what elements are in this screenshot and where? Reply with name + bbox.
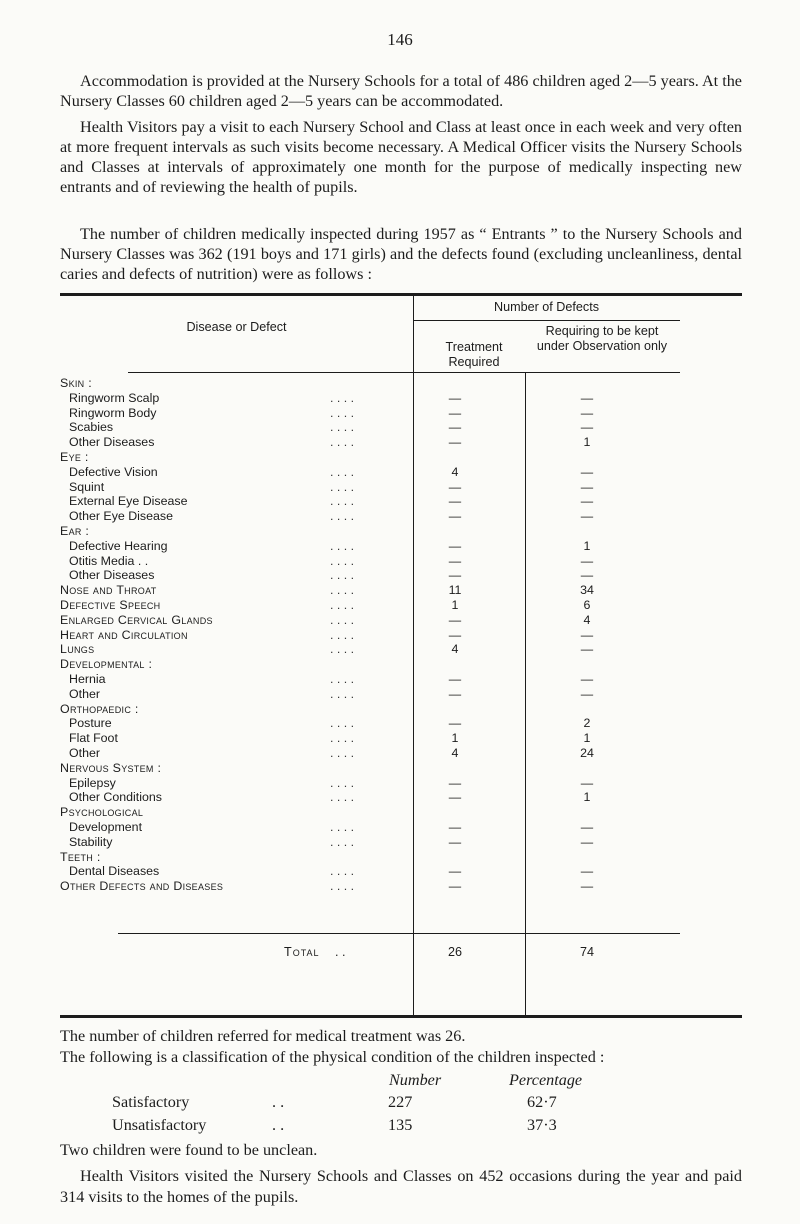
header-treatment-required: Treatment Required	[445, 340, 503, 369]
defect-label: Other Diseases	[69, 435, 155, 450]
leader-dots: . . . .	[330, 420, 355, 435]
treatment-value: —	[448, 864, 462, 879]
treatment-value: —	[448, 879, 462, 894]
defect-label: Other Conditions	[69, 790, 162, 805]
defect-label: Posture	[69, 716, 112, 731]
observation-value: —	[580, 879, 594, 894]
table-row	[60, 820, 680, 835]
defect-label: Defective Hearing	[69, 538, 168, 553]
paragraph-referred	[60, 1026, 742, 1047]
leader-dots: . . . .	[330, 509, 355, 524]
table-row	[60, 628, 680, 643]
leader-dots: . . . .	[330, 731, 355, 746]
category-label: Nose and Throat	[60, 583, 157, 598]
table-row	[60, 450, 680, 465]
table-row	[60, 850, 680, 865]
treatment-value: —	[448, 553, 462, 568]
leader-dots: . . . .	[330, 464, 355, 479]
table-body	[60, 376, 680, 894]
observation-value: 1	[583, 790, 591, 805]
header-number-of-defects: Number of Defects	[494, 300, 599, 314]
table-row	[60, 480, 680, 495]
observation-value: 1	[583, 538, 591, 553]
table-row	[60, 376, 680, 391]
treatment-value: 11	[448, 583, 462, 598]
treatment-value: —	[448, 819, 462, 834]
defect-label: Development	[69, 819, 143, 834]
observation-value: 6	[583, 597, 591, 612]
table-row	[60, 583, 680, 598]
treatment-value: —	[448, 538, 462, 553]
observation-value: —	[580, 568, 594, 583]
table-row	[60, 835, 680, 850]
leader-dots: . . . .	[330, 583, 355, 598]
defect-label: Other	[69, 745, 100, 760]
table-top-rule	[60, 293, 742, 296]
treatment-value: —	[448, 671, 462, 686]
table-row	[60, 465, 680, 480]
table-row	[60, 776, 680, 791]
observation-value: —	[580, 671, 594, 686]
treatment-value: —	[448, 627, 462, 642]
leader-dots: . . . .	[330, 819, 355, 834]
table-row	[60, 687, 680, 702]
observation-value: —	[580, 464, 594, 479]
table-row	[60, 790, 680, 805]
leader-dots: . . . .	[330, 671, 355, 686]
observation-value: 1	[583, 731, 591, 746]
table-bottom-rule	[60, 1015, 742, 1018]
observation-value: 2	[583, 716, 591, 731]
table-row	[60, 598, 680, 613]
treatment-value: —	[448, 390, 462, 405]
category-label: Nervous System :	[60, 760, 162, 775]
defect-label: Flat Foot	[69, 731, 118, 746]
observation-value: —	[580, 627, 594, 642]
leader-dots: . . . .	[330, 390, 355, 405]
treatment-value: 4	[451, 464, 459, 479]
category-label: Enlarged Cervical Glands	[60, 612, 213, 627]
observation-value: —	[580, 775, 594, 790]
table-row	[60, 864, 680, 879]
table-row	[60, 731, 680, 746]
observation-value: —	[580, 834, 594, 849]
category-label: Lungs	[60, 642, 95, 657]
leader-dots: . . . .	[330, 775, 355, 790]
header-observation-only: Requiring to be kept under Observation only	[536, 324, 668, 353]
table-row	[60, 435, 680, 450]
observation-value: —	[580, 642, 594, 657]
paragraph-classification-intro: The following is a classification of the physical condition of the children inspected :	[60, 1048, 605, 1066]
observation-value: —	[580, 686, 594, 701]
treatment-value: 4	[451, 745, 459, 760]
table-row	[60, 879, 680, 894]
row-satisfactory-dots: . .	[272, 1093, 285, 1111]
table-row	[60, 613, 680, 628]
observation-value: —	[580, 819, 594, 834]
treatment-value: 1	[451, 731, 459, 746]
observation-value: —	[580, 494, 594, 509]
paragraph-health-visitors: Health Visitors pay a visit to each Nursery School and Class at least once in each week and very often at more frequent intervals as such visits become necessary. A Medical Officer visits the Nursery Schools and Classes at intervals of approximately one month for the purpose of medically inspecting new entrants and of reviewing the health of pupils.	[60, 118, 742, 196]
table-row	[60, 509, 680, 524]
category-label: Orthopaedic :	[60, 701, 139, 716]
leader-dots: . . . .	[330, 538, 355, 553]
observation-value: —	[580, 405, 594, 420]
table-row	[60, 568, 680, 583]
treatment-value: —	[448, 686, 462, 701]
column-number: Number	[389, 1071, 442, 1089]
table-row	[60, 539, 680, 554]
category-label: Eye :	[60, 449, 89, 464]
defect-label: Other Diseases	[69, 568, 155, 583]
total-dots: . .	[335, 945, 346, 959]
leader-dots: . . . .	[330, 494, 355, 509]
defect-label: Epilepsy	[69, 775, 116, 790]
leader-dots: . . . .	[330, 435, 355, 450]
observation-value: —	[580, 509, 594, 524]
observation-value: —	[580, 553, 594, 568]
table-row	[60, 420, 680, 435]
category-label: Teeth :	[60, 849, 101, 864]
total-observation: 74	[579, 945, 594, 959]
treatment-value: —	[448, 568, 462, 583]
table-row	[60, 672, 680, 687]
observation-value: 4	[583, 612, 591, 627]
defect-label: Other Eye Disease	[69, 509, 173, 524]
defect-label: Dental Diseases	[69, 864, 160, 879]
treatment-value: —	[448, 775, 462, 790]
leader-dots: . . . .	[330, 405, 355, 420]
table-row	[60, 524, 680, 539]
category-label: Psychological	[60, 805, 144, 820]
treatment-value: —	[448, 420, 462, 435]
defect-label: Otitis Media . .	[69, 553, 149, 568]
treatment-value: —	[448, 405, 462, 420]
paragraph-entrants: The number of children medically inspected during 1957 as “ Entrants ” to the Nursery Schools and Nursery Classes was 362 (191 boys and 171 girls) and the defects found (excluding uncleanliness, dental caries and defects of nutrition) were as follows :	[60, 225, 742, 283]
leader-dots: . . . .	[330, 612, 355, 627]
table-row	[60, 805, 680, 820]
table-row	[60, 716, 680, 731]
observation-value: —	[580, 420, 594, 435]
leader-dots: . . . .	[330, 568, 355, 583]
category-label: Other Defects and Diseases	[60, 879, 224, 894]
table-row	[60, 391, 680, 406]
leader-dots: . . . .	[330, 745, 355, 760]
treatment-value: —	[448, 509, 462, 524]
leader-dots: . . . .	[330, 479, 355, 494]
category-label: Heart and Circulation	[60, 627, 188, 642]
observation-value: 34	[580, 583, 594, 598]
leader-dots: . . . .	[330, 642, 355, 657]
column-percentage: Percentage	[509, 1071, 583, 1089]
category-label: Ear :	[60, 523, 90, 538]
referred-text: The number of children referred for medical treatment was 26.	[60, 1027, 466, 1045]
page-number: 146	[387, 30, 413, 49]
leader-dots: . . . .	[330, 686, 355, 701]
leader-dots: . . . .	[330, 864, 355, 879]
observation-value: —	[580, 479, 594, 494]
total-label: Total	[284, 945, 320, 959]
defect-label: Other	[69, 686, 100, 701]
paragraph-unclean: Two children were found to be unclean.	[60, 1141, 318, 1159]
defect-label: Scabies	[69, 420, 114, 435]
table-row	[60, 642, 680, 657]
leader-dots: . . . .	[330, 627, 355, 642]
table-row	[60, 657, 680, 672]
observation-value: —	[580, 864, 594, 879]
treatment-value: —	[448, 479, 462, 494]
defect-label: Ringworm Body	[69, 405, 157, 420]
header-bottom-rule	[128, 372, 680, 373]
treatment-value: 1	[451, 597, 459, 612]
category-label: Developmental :	[60, 657, 153, 672]
row-unsatisfactory-label: Unsatisfactory	[112, 1116, 207, 1134]
table-row	[60, 761, 680, 776]
header-disease-or-defect: Disease or Defect	[186, 320, 287, 334]
defect-label: Squint	[69, 479, 105, 494]
leader-dots: . . . .	[330, 553, 355, 568]
defect-label: Ringworm Scalp	[69, 390, 160, 405]
leader-dots: . . . .	[330, 834, 355, 849]
table-row	[60, 702, 680, 717]
treatment-value: —	[448, 612, 462, 627]
row-satisfactory-label: Satisfactory	[112, 1093, 190, 1111]
treatment-value: —	[448, 435, 462, 450]
defect-label: Hernia	[69, 671, 106, 686]
paragraph-accommodation: Accommodation is provided at the Nursery Schools for a total of 486 children aged 2—5 years. At the Nursery Classes 60 children aged 2—5 years can be accommodated.	[60, 72, 742, 110]
row-satisfactory-number: 227	[388, 1093, 413, 1111]
table-row	[60, 406, 680, 421]
category-label: Defective Speech	[60, 597, 161, 612]
total-rule	[118, 933, 680, 934]
treatment-value: 4	[451, 642, 459, 657]
total-treatment: 26	[447, 945, 462, 959]
row-unsatisfactory-percentage: 37·3	[527, 1116, 557, 1134]
leader-dots: . . . .	[330, 879, 355, 894]
observation-value: 1	[583, 435, 591, 450]
treatment-value: —	[448, 494, 462, 509]
treatment-value: —	[448, 790, 462, 805]
treatment-value: —	[448, 716, 462, 731]
observation-value: 24	[580, 745, 594, 760]
defect-label: Defective Vision	[69, 464, 158, 479]
defect-label: Stability	[69, 834, 113, 849]
group-header-rule	[413, 320, 680, 321]
row-unsatisfactory-number: 135	[388, 1116, 413, 1134]
table-row	[60, 554, 680, 569]
table-row	[60, 494, 680, 509]
observation-value: —	[580, 390, 594, 405]
category-label: Skin :	[60, 376, 92, 390]
paragraph-visits: Health Visitors visited the Nursery Schools and Classes on 452 occasions during the year and paid 314 visits to the homes of the pupils.	[60, 1167, 742, 1206]
table-row	[60, 746, 680, 761]
defect-label: External Eye Disease	[69, 494, 188, 509]
row-unsatisfactory-dots: . .	[272, 1116, 285, 1134]
leader-dots: . . . .	[330, 716, 355, 731]
row-satisfactory-percentage: 62·7	[527, 1093, 557, 1111]
leader-dots: . . . .	[330, 597, 355, 612]
treatment-value: —	[448, 834, 462, 849]
leader-dots: . . . .	[330, 790, 355, 805]
